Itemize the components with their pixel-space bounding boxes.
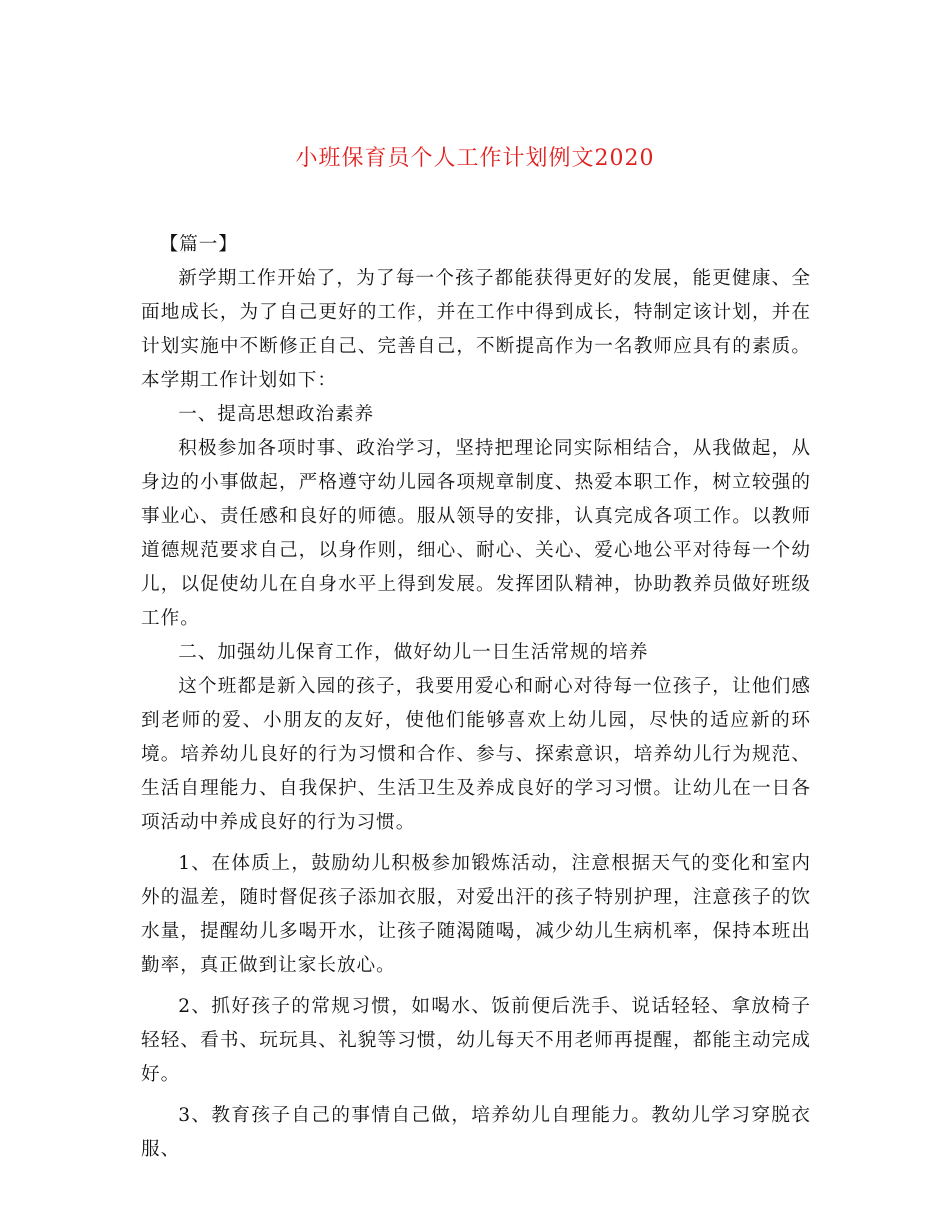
paragraph-intro: 新学期工作开始了，为了每一个孩子都能获得更好的发展，能更健康、全面地成长，为了自己更好的工作，并在工作中得到成长，特制定该计划，并在计划实施中不断修正自己、完善自己，不断提高作为一名教师应具有的素质。本学期工作计划如下：	[141, 268, 811, 391]
paragraph-new-class: 这个班都是新入园的孩子，我要用爱心和耐心对待每一位孩子，让他们感到老师的爱、小朋友的友好，使他们能够喜欢上幼儿园，尽快的适应新的环境。培养幼儿良好的行为习惯和合作、参与、探索意识，培养幼儿行为规范、生活自理能力、自我保护、生活卫生及养成良好的学习习惯。让幼儿在一日各项活动中养成良好的行为习惯。	[141, 676, 811, 833]
list-item-2: 2、抓好孩子的常规习惯，如喝水、饭前便后洗手、说话轻轻、拿放椅子轻轻、看书、玩玩具、礼貌等习惯，幼儿每天不用老师再提醒，都能主动完成好。	[141, 996, 811, 1085]
list-item-1: 1、在体质上，鼓励幼儿积极参加锻炼活动，注意根据天气的变化和室内外的温差，随时督促孩子添加衣服，对爱出汗的孩子特别护理，注意孩子的饮水量，提醒幼儿多喝开水，让孩子随渴随喝，减少幼儿生病机率，保持本班出勤率，真正做到让家长放心。	[141, 853, 811, 976]
document-body	[141, 228, 811, 1167]
section-heading-1: 一、提高思想政治素养	[178, 404, 375, 425]
section-heading-2: 二、加强幼儿保育工作，做好幼儿一日生活常规的培养	[178, 642, 649, 663]
document-title: 小班保育员个人工作计划例文2020	[295, 146, 655, 171]
paragraph-politics: 积极参加各项时事、政治学习，坚持把理论同实际相结合，从我做起，从身边的小事做起，严格遵守幼儿园各项规章制度、热爱本职工作，树立较强的事业心、责任感和良好的师德。服从领导的安排，认真完成各项工作。以教师道德规范要求自己，以身作则，细心、耐心、关心、爱心地公平对待每一个幼儿，以促使幼儿在自身水平上得到发展。发挥团队精神，协助教养员做好班级工作。	[141, 438, 811, 629]
list-item-3: 3、教育孩子自己的事情自己做，培养幼儿自理能力。教幼儿学习穿脱衣服、	[141, 1105, 811, 1160]
section-heading-part-one: 【篇一】	[159, 234, 238, 255]
